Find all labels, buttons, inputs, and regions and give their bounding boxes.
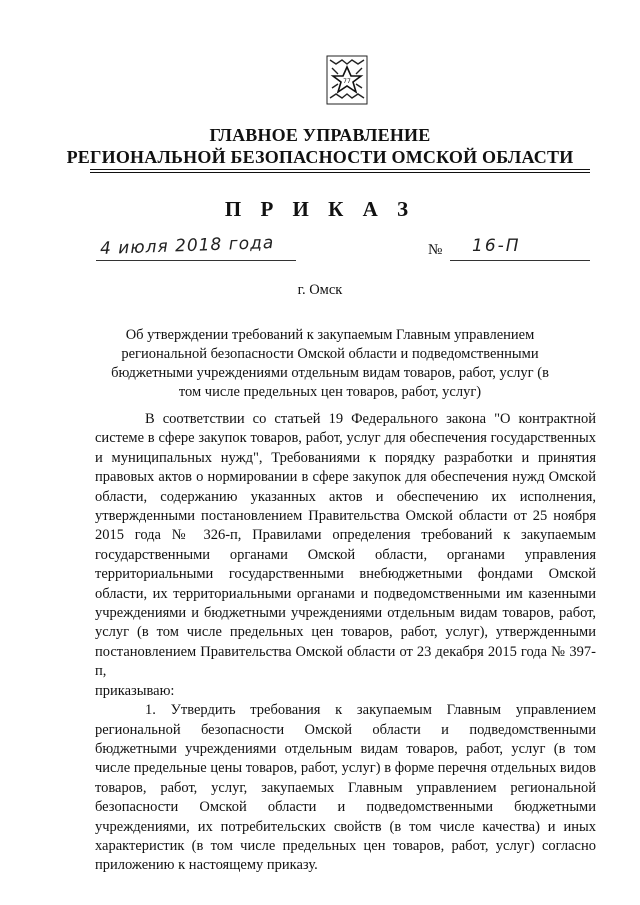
organization-name-line-2: РЕГИОНАЛЬНОЙ БЕЗОПАСНОСТИ ОМСКОЙ ОБЛАСТИ <box>66 147 574 167</box>
preamble-paragraph: В соответствии со статьей 19 Федерального закона "О контрактной системе в сфере закупок товаров, работ, услуг для обеспечения государственных и муниципальных нужд", Требованиями к порядку разработки и принятия правовых актов о нормировании в сфере закупок для обеспечения нужд Омской области, содержанию указанных актов и обеспечению их исполнения, утвержденными постановлением Правительства Омской области от 25 ноября 2015 года № 326-п, Правилами определения требований к закупаемым государственными органами Омской области, органами управления территориальными государственными внебюджетными фондами Омской области, их территориальными органами и подведомственными им казенными учреждениями и бюджетными учреждениями отдельным видам товаров, работ, услуг (в том числе предельных цен товаров, работ, услуг), утвержденными постановлением Правительства Омской области от 23 декабря 2015 года № 397-п, <box>95 411 596 680</box>
emblem-number: 77 <box>343 78 351 85</box>
coat-of-arms-emblem <box>326 54 368 106</box>
header-divider-thin <box>90 172 590 173</box>
document-type-title: П Р И К А З <box>224 197 416 221</box>
number-underline <box>450 260 590 261</box>
order-item-1: 1. Утвердить требования к закупаемым Главным управлением региональной безопасности Омской области и подведомственными бюджетными учреждениями отдельным видам товаров, работ, услуг (в том числе предельные цены товаров, работ, услуг) в форме перечня отдельных видов товаров, работ, услуг, закупаемых Главным управлением региональной безопасности Омской области и подведомственными бюджетными учреждениями, их потребительских свойств (в том числе качества) и иных характеристик (в том числе предельных цен товаров, работ, услуг) согласно приложению к настоящему приказу. <box>95 702 596 874</box>
handwritten-date: 4 июля 2018 года <box>99 232 275 260</box>
handwritten-order-number: 16-П <box>472 236 521 256</box>
date-underline <box>96 260 296 261</box>
order-body <box>95 410 596 876</box>
city: г. Омск <box>297 282 343 298</box>
order-word: приказываю: <box>95 682 175 699</box>
header-divider <box>90 169 590 170</box>
order-number-label: № <box>428 242 443 258</box>
organization-name-line-1: ГЛАВНОЕ УПРАВЛЕНИЕ <box>209 125 431 145</box>
order-subject: Об утверждении требований к закупаемым Главным управлением региональной безопасности Омской области и подведомственными бюджетными учреждениями отдельным видам товаров, работ, услуг (в том числе предельных цен товаров, работ, услуг) <box>111 327 549 400</box>
